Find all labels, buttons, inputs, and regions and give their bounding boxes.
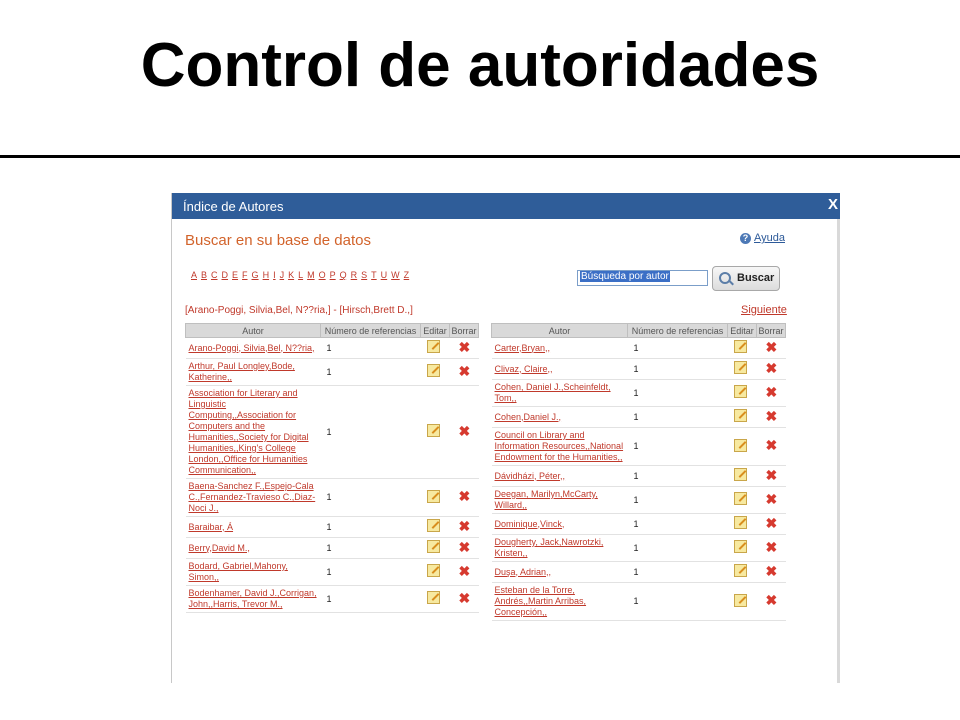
letter-link[interactable]: K: [288, 270, 295, 280]
delete-icon[interactable]: ✖: [765, 407, 778, 424]
letter-link[interactable]: M: [307, 270, 315, 280]
author-link[interactable]: Dominique,Vinck,: [492, 514, 628, 535]
letter-link[interactable]: C: [211, 270, 218, 280]
author-link[interactable]: Arthur, Paul Longley,Bode, Katherine,,: [186, 359, 321, 386]
slide-title: Control de autoridades: [140, 31, 820, 100]
delete-cell: [450, 517, 479, 538]
col-edit: Editar: [421, 324, 450, 338]
delete-icon[interactable]: ✖: [458, 538, 471, 555]
author-link[interactable]: Association for Literary and Linguistic Computing,,Association for Computers and the Humanities,,Society for Digital Humanities,,King's College London,,Office for Humanities Communication,,: [186, 386, 321, 479]
help-link[interactable]: [740, 232, 785, 244]
author-link[interactable]: Baraibar, Á: [186, 517, 321, 538]
table-row: [492, 487, 786, 514]
author-link[interactable]: Cohen,Daniel J.,: [492, 407, 628, 428]
table-row: [186, 517, 479, 538]
edit-icon[interactable]: [734, 385, 747, 398]
reference-count: 1: [321, 586, 421, 613]
reference-count: 1: [628, 562, 728, 583]
search-heading: Buscar en su base de datos: [185, 232, 371, 249]
reference-count: 1: [628, 428, 728, 466]
delete-icon[interactable]: ✖: [458, 488, 471, 504]
edit-icon[interactable]: [734, 540, 747, 553]
edit-icon[interactable]: [427, 424, 440, 437]
author-link[interactable]: Cohen, Daniel J.,Scheinfeldt, Tom,,: [492, 380, 628, 407]
reference-count: 1: [321, 517, 421, 538]
table-row: [186, 538, 479, 559]
edit-icon[interactable]: [427, 540, 440, 553]
edit-cell: [728, 466, 757, 487]
edit-cell: [728, 338, 757, 359]
reference-count: 1: [321, 386, 421, 479]
edit-icon[interactable]: [734, 361, 747, 374]
edit-icon[interactable]: [734, 516, 747, 529]
table-row: [186, 586, 479, 613]
letter-link[interactable]: Z: [403, 270, 410, 280]
window-titlebar: [172, 193, 840, 219]
reference-count: 1: [321, 559, 421, 586]
delete-cell: [757, 407, 786, 428]
delete-icon[interactable]: ✖: [458, 338, 471, 355]
edit-cell: [728, 535, 757, 562]
letter-link[interactable]: P: [329, 270, 336, 280]
delete-cell: [450, 386, 479, 479]
delete-cell: [757, 380, 786, 407]
edit-cell: [421, 359, 450, 386]
letter-link[interactable]: U: [380, 270, 388, 280]
letter-link[interactable]: T: [371, 270, 377, 280]
search-icon: [719, 272, 731, 284]
search-button[interactable]: [712, 266, 780, 291]
edit-icon[interactable]: [734, 492, 747, 505]
delete-cell: [450, 479, 479, 517]
authors-index-window: [171, 193, 840, 683]
edit-cell: [728, 583, 757, 621]
col-refs[interactable]: Número de referencias: [628, 324, 728, 338]
edit-icon[interactable]: [427, 591, 440, 604]
delete-icon[interactable]: ✖: [765, 359, 778, 376]
col-delete: Borrar: [451, 325, 477, 336]
edit-cell: [421, 559, 450, 586]
reference-count: 1: [321, 538, 421, 559]
table-row: [492, 583, 786, 621]
edit-cell: [728, 428, 757, 466]
table-row: [492, 359, 786, 380]
delete-cell: [757, 583, 786, 621]
col-edit: Editar: [728, 324, 757, 338]
reference-count: 1: [321, 359, 421, 386]
delete-icon[interactable]: ✖: [458, 362, 471, 379]
delete-cell: [757, 535, 786, 562]
delete-icon[interactable]: ✖: [458, 422, 471, 439]
search-input-value: Búsqueda por autor: [581, 271, 669, 282]
author-link[interactable]: Duşa, Adrian,,: [492, 562, 628, 583]
table-row: [186, 338, 479, 359]
edit-icon[interactable]: [427, 564, 440, 577]
author-link[interactable]: Bodenhamer, David J.,Corrigan, John,,Harris, Trevor M.,: [186, 586, 321, 613]
author-link[interactable]: Dávidházi, Péter,,: [492, 466, 628, 487]
col-author[interactable]: Autor: [186, 324, 321, 338]
author-link[interactable]: Dougherty, Jack,Nawrotzki, Kristen,,: [492, 535, 628, 562]
table-row: [186, 479, 479, 517]
reference-count: 1: [628, 380, 728, 407]
delete-icon[interactable]: ✖: [765, 437, 778, 453]
edit-icon[interactable]: [734, 340, 747, 353]
author-link[interactable]: Berry,David M.,: [186, 538, 321, 559]
letter-link[interactable]: I: [273, 270, 276, 280]
table-row: [492, 562, 786, 583]
author-link[interactable]: Carter,Bryan,,: [492, 338, 628, 359]
edit-cell: [421, 517, 450, 538]
table-row: [492, 514, 786, 535]
delete-icon[interactable]: ✖: [765, 592, 778, 608]
letter-link[interactable]: B: [201, 270, 208, 280]
delete-icon[interactable]: ✖: [765, 338, 778, 355]
next-page-link[interactable]: Siguiente: [741, 304, 787, 316]
edit-icon[interactable]: [734, 564, 747, 577]
delete-cell: [757, 466, 786, 487]
delete-icon[interactable]: ✖: [458, 589, 471, 606]
col-delete: Borrar: [758, 325, 784, 336]
delete-cell: [757, 487, 786, 514]
search-input[interactable]: [577, 270, 708, 286]
letter-link[interactable]: E: [232, 270, 239, 280]
author-link[interactable]: Esteban de la Torre, Andrés,,Martin Arribas, Concepción,,: [492, 583, 628, 621]
delete-cell: [450, 586, 479, 613]
delete-cell: [450, 359, 479, 386]
letter-link[interactable]: S: [361, 270, 368, 280]
authors-table-right: [491, 323, 786, 621]
edit-cell: [421, 586, 450, 613]
author-link[interactable]: Deegan, Marilyn,McCarty, Willard,,: [492, 487, 628, 514]
edit-icon[interactable]: [734, 468, 747, 481]
current-range: [Arano-Poggi, Silvia,Bel, N??ria,] - [Hirsch,Brett D.,]: [185, 305, 413, 316]
letter-link[interactable]: F: [242, 270, 248, 280]
table-row: [186, 559, 479, 586]
edit-cell: [421, 479, 450, 517]
author-link[interactable]: Council on Library and Information Resources,,National Endowment for the Humanities,,: [492, 428, 628, 466]
delete-icon[interactable]: ✖: [765, 383, 778, 400]
letter-link[interactable]: L: [298, 270, 304, 280]
table-row: [492, 380, 786, 407]
edit-icon[interactable]: [427, 364, 440, 377]
author-link[interactable]: Arano-Poggi, Silvia,Bel, N??ria,: [186, 338, 321, 359]
delete-cell: [757, 359, 786, 380]
letter-link[interactable]: Q: [339, 270, 347, 280]
delete-icon[interactable]: ✖: [765, 466, 778, 483]
table-row: [492, 466, 786, 487]
reference-count: 1: [628, 487, 728, 514]
alphabet-index: [191, 270, 413, 280]
col-refs[interactable]: Número de referencias: [321, 324, 421, 338]
delete-cell: [757, 514, 786, 535]
delete-icon[interactable]: ✖: [765, 538, 778, 555]
edit-icon[interactable]: [427, 490, 440, 503]
delete-icon[interactable]: ✖: [458, 517, 471, 534]
table-row: [492, 407, 786, 428]
author-link[interactable]: Bodard, Gabriel,Mahony, Simon,,: [186, 559, 321, 586]
delete-cell: [757, 562, 786, 583]
letter-link[interactable]: H: [262, 270, 270, 280]
edit-cell: [421, 386, 450, 479]
reference-count: 1: [628, 466, 728, 487]
title-divider: [0, 155, 960, 158]
edit-cell: [421, 338, 450, 359]
reference-count: 1: [628, 583, 728, 621]
table-row: [492, 535, 786, 562]
table-row: [186, 359, 479, 386]
edit-cell: [728, 380, 757, 407]
delete-icon[interactable]: ✖: [765, 490, 778, 507]
letter-link[interactable]: O: [318, 270, 326, 280]
edit-icon[interactable]: [427, 340, 440, 353]
reference-count: 1: [628, 535, 728, 562]
edit-cell: [728, 562, 757, 583]
letter-link[interactable]: J: [279, 270, 285, 280]
edit-icon[interactable]: [427, 519, 440, 532]
author-link[interactable]: Baena-Sanchez F.,Espejo-Cala C.,Fernandez-Travieso C.,Diaz-Noci J.,: [186, 479, 321, 517]
table-row: [186, 386, 479, 479]
delete-icon[interactable]: ✖: [765, 514, 778, 531]
window-title: Índice de Autores: [183, 199, 284, 214]
table-row: [492, 428, 786, 466]
letter-link[interactable]: A: [191, 270, 198, 280]
col-author[interactable]: Autor: [492, 324, 628, 338]
reference-count: 1: [321, 338, 421, 359]
reference-count: 1: [321, 479, 421, 517]
edit-cell: [728, 514, 757, 535]
letter-link[interactable]: G: [251, 270, 259, 280]
edit-cell: [728, 487, 757, 514]
letter-link[interactable]: D: [221, 270, 229, 280]
author-link[interactable]: Clivaz, Claire,,: [492, 359, 628, 380]
edit-cell: [728, 407, 757, 428]
letter-link[interactable]: W: [391, 270, 400, 280]
delete-cell: [450, 338, 479, 359]
letter-link[interactable]: R: [350, 270, 358, 280]
edit-cell: [728, 359, 757, 380]
authors-table-left: [185, 323, 479, 613]
delete-icon[interactable]: ✖: [765, 562, 778, 579]
delete-cell: [757, 338, 786, 359]
window-scrollbar[interactable]: [837, 219, 840, 683]
edit-cell: [421, 538, 450, 559]
search-button-label: Buscar: [737, 272, 775, 284]
edit-icon[interactable]: [734, 439, 747, 452]
reference-count: 1: [628, 407, 728, 428]
edit-icon[interactable]: [734, 594, 747, 607]
reference-count: 1: [628, 359, 728, 380]
table-row: [492, 338, 786, 359]
delete-icon[interactable]: ✖: [458, 562, 471, 579]
close-icon[interactable]: X: [827, 196, 838, 213]
help-label[interactable]: Ayuda: [754, 232, 785, 245]
delete-cell: [757, 428, 786, 466]
delete-cell: [450, 538, 479, 559]
reference-count: 1: [628, 338, 728, 359]
help-icon: ?: [740, 233, 751, 244]
delete-cell: [450, 559, 479, 586]
reference-count: 1: [628, 514, 728, 535]
edit-icon[interactable]: [734, 409, 747, 422]
